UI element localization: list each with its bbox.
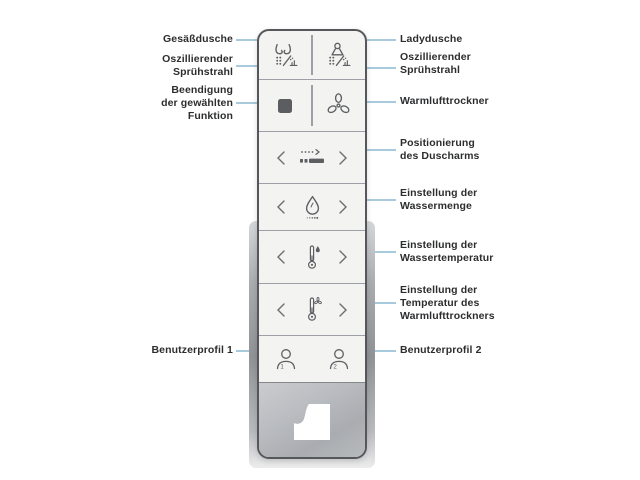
callout-line bbox=[367, 101, 396, 103]
callout-line bbox=[236, 102, 257, 104]
lady-wash-oscillating-icon bbox=[325, 42, 352, 69]
stop-button[interactable] bbox=[259, 80, 311, 131]
chevron-left-icon[interactable] bbox=[274, 150, 286, 166]
callout-stop-function: Beendigung der gewählten Funktion bbox=[161, 84, 233, 122]
rear-wash-oscillating-icon bbox=[272, 42, 299, 69]
chevron-left-icon[interactable] bbox=[274, 302, 286, 318]
callout-user-profile-1: Benutzerprofil 1 bbox=[151, 344, 233, 356]
chevron-right-icon[interactable] bbox=[338, 302, 350, 318]
callout-water-amount: Einstellung der Wassermenge bbox=[400, 187, 478, 212]
chevron-right-icon[interactable] bbox=[338, 199, 350, 215]
remote-control bbox=[257, 29, 367, 459]
user-profile-1-button[interactable] bbox=[259, 336, 312, 382]
callout-line bbox=[236, 65, 257, 67]
water-temperature-button[interactable] bbox=[259, 231, 365, 284]
callout-rear-wash: Gesäßdusche bbox=[163, 33, 233, 45]
callout-line bbox=[367, 149, 396, 151]
callout-line bbox=[367, 67, 396, 69]
lady-wash-button[interactable] bbox=[313, 31, 365, 79]
callout-user-profile-2: Benutzerprofil 2 bbox=[400, 344, 482, 356]
chevron-right-icon[interactable] bbox=[338, 249, 350, 265]
user-profile-2-icon bbox=[326, 346, 352, 372]
row-wash-buttons bbox=[259, 31, 365, 80]
callout-line bbox=[367, 39, 396, 41]
callout-spray-arm-position: Positionierung des Duscharms bbox=[400, 137, 480, 162]
spray-arm-position-button[interactable] bbox=[259, 132, 365, 184]
dryer-temperature-icon bbox=[300, 295, 324, 324]
svg-text:2: 2 bbox=[332, 363, 337, 371]
callout-oscillating-spray-left: Oszillierender Sprühstrahl bbox=[162, 53, 233, 78]
water-amount-icon bbox=[300, 194, 325, 221]
remote-lower-panel bbox=[259, 383, 365, 457]
svg-text:1: 1 bbox=[279, 363, 284, 371]
chevron-right-icon[interactable] bbox=[338, 150, 350, 166]
stop-icon bbox=[278, 99, 292, 113]
user-profile-2-button[interactable] bbox=[312, 336, 365, 382]
callout-line bbox=[367, 199, 396, 201]
rear-wash-button[interactable] bbox=[259, 31, 311, 79]
callout-oscillating-spray-right: Oszillierender Sprühstrahl bbox=[400, 51, 471, 76]
water-temperature-icon bbox=[300, 243, 324, 272]
chevron-left-icon[interactable] bbox=[274, 199, 286, 215]
callout-warm-air-dryer: Warmlufttrockner bbox=[400, 95, 489, 107]
row-user-profiles bbox=[259, 336, 365, 383]
user-profile-1-icon bbox=[273, 346, 299, 372]
callout-water-temperature: Einstellung der Wassertemperatur bbox=[400, 239, 494, 264]
brand-s-logo-icon bbox=[294, 404, 330, 440]
warm-air-dryer-button[interactable] bbox=[313, 80, 365, 131]
callout-line bbox=[236, 39, 257, 41]
row-stop-dryer bbox=[259, 80, 365, 132]
water-amount-button[interactable] bbox=[259, 184, 365, 231]
chevron-left-icon[interactable] bbox=[274, 249, 286, 265]
callout-lady-wash: Ladydusche bbox=[400, 33, 463, 45]
fan-icon bbox=[325, 92, 352, 119]
spray-arm-position-icon bbox=[295, 147, 329, 169]
callout-dryer-temperature: Einstellung der Temperatur des Warmlufttrockners bbox=[400, 284, 495, 322]
dryer-temperature-button[interactable] bbox=[259, 284, 365, 336]
